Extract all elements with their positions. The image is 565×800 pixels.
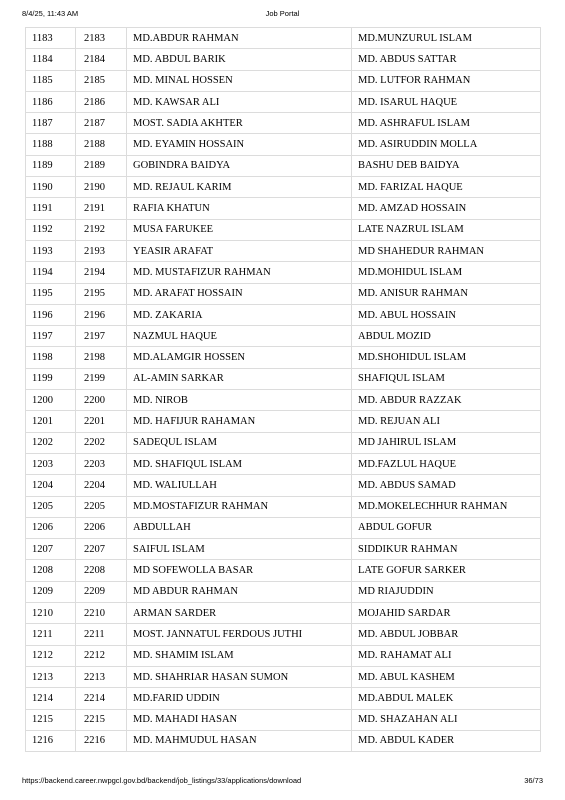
table-row [26, 709, 541, 730]
roll-cell: 2211 [76, 624, 127, 645]
serial-cell: 1207 [26, 539, 76, 560]
table-row [26, 539, 541, 560]
father-name-cell: MD.MOKELECHHUR RAHMAN [352, 496, 541, 517]
father-name-cell: MD SHAHEDUR RAHMAN [352, 240, 541, 261]
roll-cell: 2190 [76, 177, 127, 198]
roll-cell: 2205 [76, 496, 127, 517]
applicant-name-cell: MD. WALIULLAH [127, 475, 352, 496]
father-name-cell: MD. ISARUL HAQUE [352, 91, 541, 112]
roll-cell: 2214 [76, 688, 127, 709]
father-name-cell: LATE GOFUR SARKER [352, 560, 541, 581]
applicant-name-cell: NAZMUL HAQUE [127, 326, 352, 347]
roll-cell: 2209 [76, 581, 127, 602]
roll-cell: 2216 [76, 730, 127, 751]
table-row [26, 453, 541, 474]
serial-cell: 1183 [26, 28, 76, 49]
table-row [26, 645, 541, 666]
roll-cell: 2201 [76, 411, 127, 432]
applicant-name-cell: YEASIR ARAFAT [127, 240, 352, 261]
serial-cell: 1206 [26, 517, 76, 538]
print-datetime: 8/4/25, 11:43 AM [22, 9, 79, 18]
roll-cell: 2183 [76, 28, 127, 49]
father-name-cell: MD. ABDUS SAMAD [352, 475, 541, 496]
table-row [26, 283, 541, 304]
table-row [26, 240, 541, 261]
roll-cell: 2202 [76, 432, 127, 453]
father-name-cell: MD. ABUL HOSSAIN [352, 304, 541, 325]
applicant-name-cell: MOST. JANNATUL FERDOUS JUTHI [127, 624, 352, 645]
serial-cell: 1216 [26, 730, 76, 751]
table-row [26, 666, 541, 687]
serial-cell: 1201 [26, 411, 76, 432]
applicant-name-cell: MD. EYAMIN HOSSAIN [127, 134, 352, 155]
serial-cell: 1200 [26, 390, 76, 411]
table-row [26, 219, 541, 240]
page-number: 36/73 [524, 776, 543, 785]
applicant-name-cell: ABDULLAH [127, 517, 352, 538]
serial-cell: 1193 [26, 240, 76, 261]
roll-cell: 2187 [76, 113, 127, 134]
table-row [26, 91, 541, 112]
applicant-table-body [26, 28, 541, 752]
father-name-cell: MD RIAJUDDIN [352, 581, 541, 602]
applicant-name-cell: MD.ABDUR RAHMAN [127, 28, 352, 49]
applicant-name-cell: SADEQUL ISLAM [127, 432, 352, 453]
applicant-name-cell: MD. ZAKARIA [127, 304, 352, 325]
applicant-table [25, 27, 541, 752]
father-name-cell: MD. REJUAN ALI [352, 411, 541, 432]
roll-cell: 2188 [76, 134, 127, 155]
applicant-name-cell: MD. REJAUL KARIM [127, 177, 352, 198]
roll-cell: 2194 [76, 262, 127, 283]
father-name-cell: MD. LUTFOR RAHMAN [352, 70, 541, 91]
page-title: Job Portal [265, 9, 300, 18]
serial-cell: 1196 [26, 304, 76, 325]
father-name-cell: MD.MUNZURUL ISLAM [352, 28, 541, 49]
applicant-name-cell: ARMAN SARDER [127, 603, 352, 624]
applicant-name-cell: MD. MUSTAFIZUR RAHMAN [127, 262, 352, 283]
table-row [26, 113, 541, 134]
applicant-name-cell: MD.FARID UDDIN [127, 688, 352, 709]
serial-cell: 1186 [26, 91, 76, 112]
applicant-name-cell: MD. KAWSAR ALI [127, 91, 352, 112]
serial-cell: 1188 [26, 134, 76, 155]
father-name-cell: ABDUL MOZID [352, 326, 541, 347]
table-row [26, 304, 541, 325]
roll-cell: 2186 [76, 91, 127, 112]
father-name-cell: MD.SHOHIDUL ISLAM [352, 347, 541, 368]
table-row [26, 581, 541, 602]
father-name-cell: ABDUL GOFUR [352, 517, 541, 538]
serial-cell: 1205 [26, 496, 76, 517]
serial-cell: 1210 [26, 603, 76, 624]
roll-cell: 2193 [76, 240, 127, 261]
table-row [26, 134, 541, 155]
table-row [26, 198, 541, 219]
roll-cell: 2199 [76, 368, 127, 389]
applicant-name-cell: MD SOFEWOLLA BASAR [127, 560, 352, 581]
father-name-cell: MD. ANISUR RAHMAN [352, 283, 541, 304]
father-name-cell: MD JAHIRUL ISLAM [352, 432, 541, 453]
serial-cell: 1191 [26, 198, 76, 219]
roll-cell: 2210 [76, 603, 127, 624]
applicant-name-cell: MD. ABDUL BARIK [127, 49, 352, 70]
applicant-name-cell: MD. NIROB [127, 390, 352, 411]
serial-cell: 1208 [26, 560, 76, 581]
roll-cell: 2195 [76, 283, 127, 304]
roll-cell: 2206 [76, 517, 127, 538]
serial-cell: 1194 [26, 262, 76, 283]
roll-cell: 2185 [76, 70, 127, 91]
serial-cell: 1214 [26, 688, 76, 709]
roll-cell: 2208 [76, 560, 127, 581]
father-name-cell: MD. ABDUL KADER [352, 730, 541, 751]
father-name-cell: MD. ASIRUDDIN MOLLA [352, 134, 541, 155]
serial-cell: 1184 [26, 49, 76, 70]
serial-cell: 1211 [26, 624, 76, 645]
serial-cell: 1197 [26, 326, 76, 347]
table-row [26, 517, 541, 538]
applicant-name-cell: MOST. SADIA AKHTER [127, 113, 352, 134]
applicant-name-cell: MD. HAFIJUR RAHAMAN [127, 411, 352, 432]
table-row [26, 411, 541, 432]
roll-cell: 2191 [76, 198, 127, 219]
serial-cell: 1189 [26, 155, 76, 176]
table-row [26, 475, 541, 496]
serial-cell: 1212 [26, 645, 76, 666]
serial-cell: 1192 [26, 219, 76, 240]
father-name-cell: MD.ABDUL MALEK [352, 688, 541, 709]
applicant-name-cell: MD. MINAL HOSSEN [127, 70, 352, 91]
applicant-name-cell: GOBINDRA BAIDYA [127, 155, 352, 176]
serial-cell: 1187 [26, 113, 76, 134]
table-row [26, 688, 541, 709]
table-row [26, 347, 541, 368]
applicant-name-cell: MD. SHAFIQUL ISLAM [127, 453, 352, 474]
father-name-cell: MD.FAZLUL HAQUE [352, 453, 541, 474]
roll-cell: 2189 [76, 155, 127, 176]
roll-cell: 2198 [76, 347, 127, 368]
roll-cell: 2215 [76, 709, 127, 730]
father-name-cell: MD. ASHRAFUL ISLAM [352, 113, 541, 134]
table-row [26, 49, 541, 70]
table-row [26, 155, 541, 176]
applicant-name-cell: MD. SHAMIM ISLAM [127, 645, 352, 666]
father-name-cell: SIDDIKUR RAHMAN [352, 539, 541, 560]
table-row [26, 70, 541, 91]
father-name-cell: MD. ABDUS SATTAR [352, 49, 541, 70]
table-row [26, 326, 541, 347]
father-name-cell: MOJAHID SARDAR [352, 603, 541, 624]
page-url: https://backend.career.nwpgcl.gov.bd/backend/job_listings/33/applications/download [22, 776, 302, 785]
father-name-cell: MD. SHAZAHAN ALI [352, 709, 541, 730]
applicant-name-cell: AL-AMIN SARKAR [127, 368, 352, 389]
serial-cell: 1213 [26, 666, 76, 687]
father-name-cell: MD.MOHIDUL ISLAM [352, 262, 541, 283]
father-name-cell: MD. ABDUR RAZZAK [352, 390, 541, 411]
table-row [26, 262, 541, 283]
serial-cell: 1199 [26, 368, 76, 389]
applicant-name-cell: RAFIA KHATUN [127, 198, 352, 219]
table-row [26, 603, 541, 624]
table-row [26, 730, 541, 751]
serial-cell: 1185 [26, 70, 76, 91]
serial-cell: 1204 [26, 475, 76, 496]
applicant-name-cell: MD. MAHADI HASAN [127, 709, 352, 730]
applicant-name-cell: MUSA FARUKEE [127, 219, 352, 240]
table-row [26, 368, 541, 389]
serial-cell: 1195 [26, 283, 76, 304]
roll-cell: 2192 [76, 219, 127, 240]
roll-cell: 2203 [76, 453, 127, 474]
serial-cell: 1203 [26, 453, 76, 474]
father-name-cell: SHAFIQUL ISLAM [352, 368, 541, 389]
applicant-name-cell: MD.ALAMGIR HOSSEN [127, 347, 352, 368]
table-row [26, 177, 541, 198]
roll-cell: 2213 [76, 666, 127, 687]
roll-cell: 2207 [76, 539, 127, 560]
print-header [0, 9, 565, 21]
roll-cell: 2196 [76, 304, 127, 325]
table-row [26, 390, 541, 411]
father-name-cell: MD. ABDUL JOBBAR [352, 624, 541, 645]
roll-cell: 2200 [76, 390, 127, 411]
serial-cell: 1202 [26, 432, 76, 453]
print-footer [0, 776, 565, 788]
father-name-cell: MD. FARIZAL HAQUE [352, 177, 541, 198]
applicant-name-cell: MD.MOSTAFIZUR RAHMAN [127, 496, 352, 517]
applicant-name-cell: SAIFUL ISLAM [127, 539, 352, 560]
table-row [26, 28, 541, 49]
roll-cell: 2184 [76, 49, 127, 70]
father-name-cell: MD. RAHAMAT ALI [352, 645, 541, 666]
applicant-name-cell: MD. MAHMUDUL HASAN [127, 730, 352, 751]
father-name-cell: MD. AMZAD HOSSAIN [352, 198, 541, 219]
serial-cell: 1190 [26, 177, 76, 198]
table-row [26, 560, 541, 581]
roll-cell: 2212 [76, 645, 127, 666]
table-row [26, 624, 541, 645]
table-row [26, 432, 541, 453]
father-name-cell: LATE NAZRUL ISLAM [352, 219, 541, 240]
applicant-name-cell: MD ABDUR RAHMAN [127, 581, 352, 602]
father-name-cell: BASHU DEB BAIDYA [352, 155, 541, 176]
applicant-name-cell: MD. SHAHRIAR HASAN SUMON [127, 666, 352, 687]
serial-cell: 1215 [26, 709, 76, 730]
roll-cell: 2204 [76, 475, 127, 496]
serial-cell: 1209 [26, 581, 76, 602]
table-row [26, 496, 541, 517]
roll-cell: 2197 [76, 326, 127, 347]
father-name-cell: MD. ABUL KASHEM [352, 666, 541, 687]
serial-cell: 1198 [26, 347, 76, 368]
applicant-name-cell: MD. ARAFAT HOSSAIN [127, 283, 352, 304]
